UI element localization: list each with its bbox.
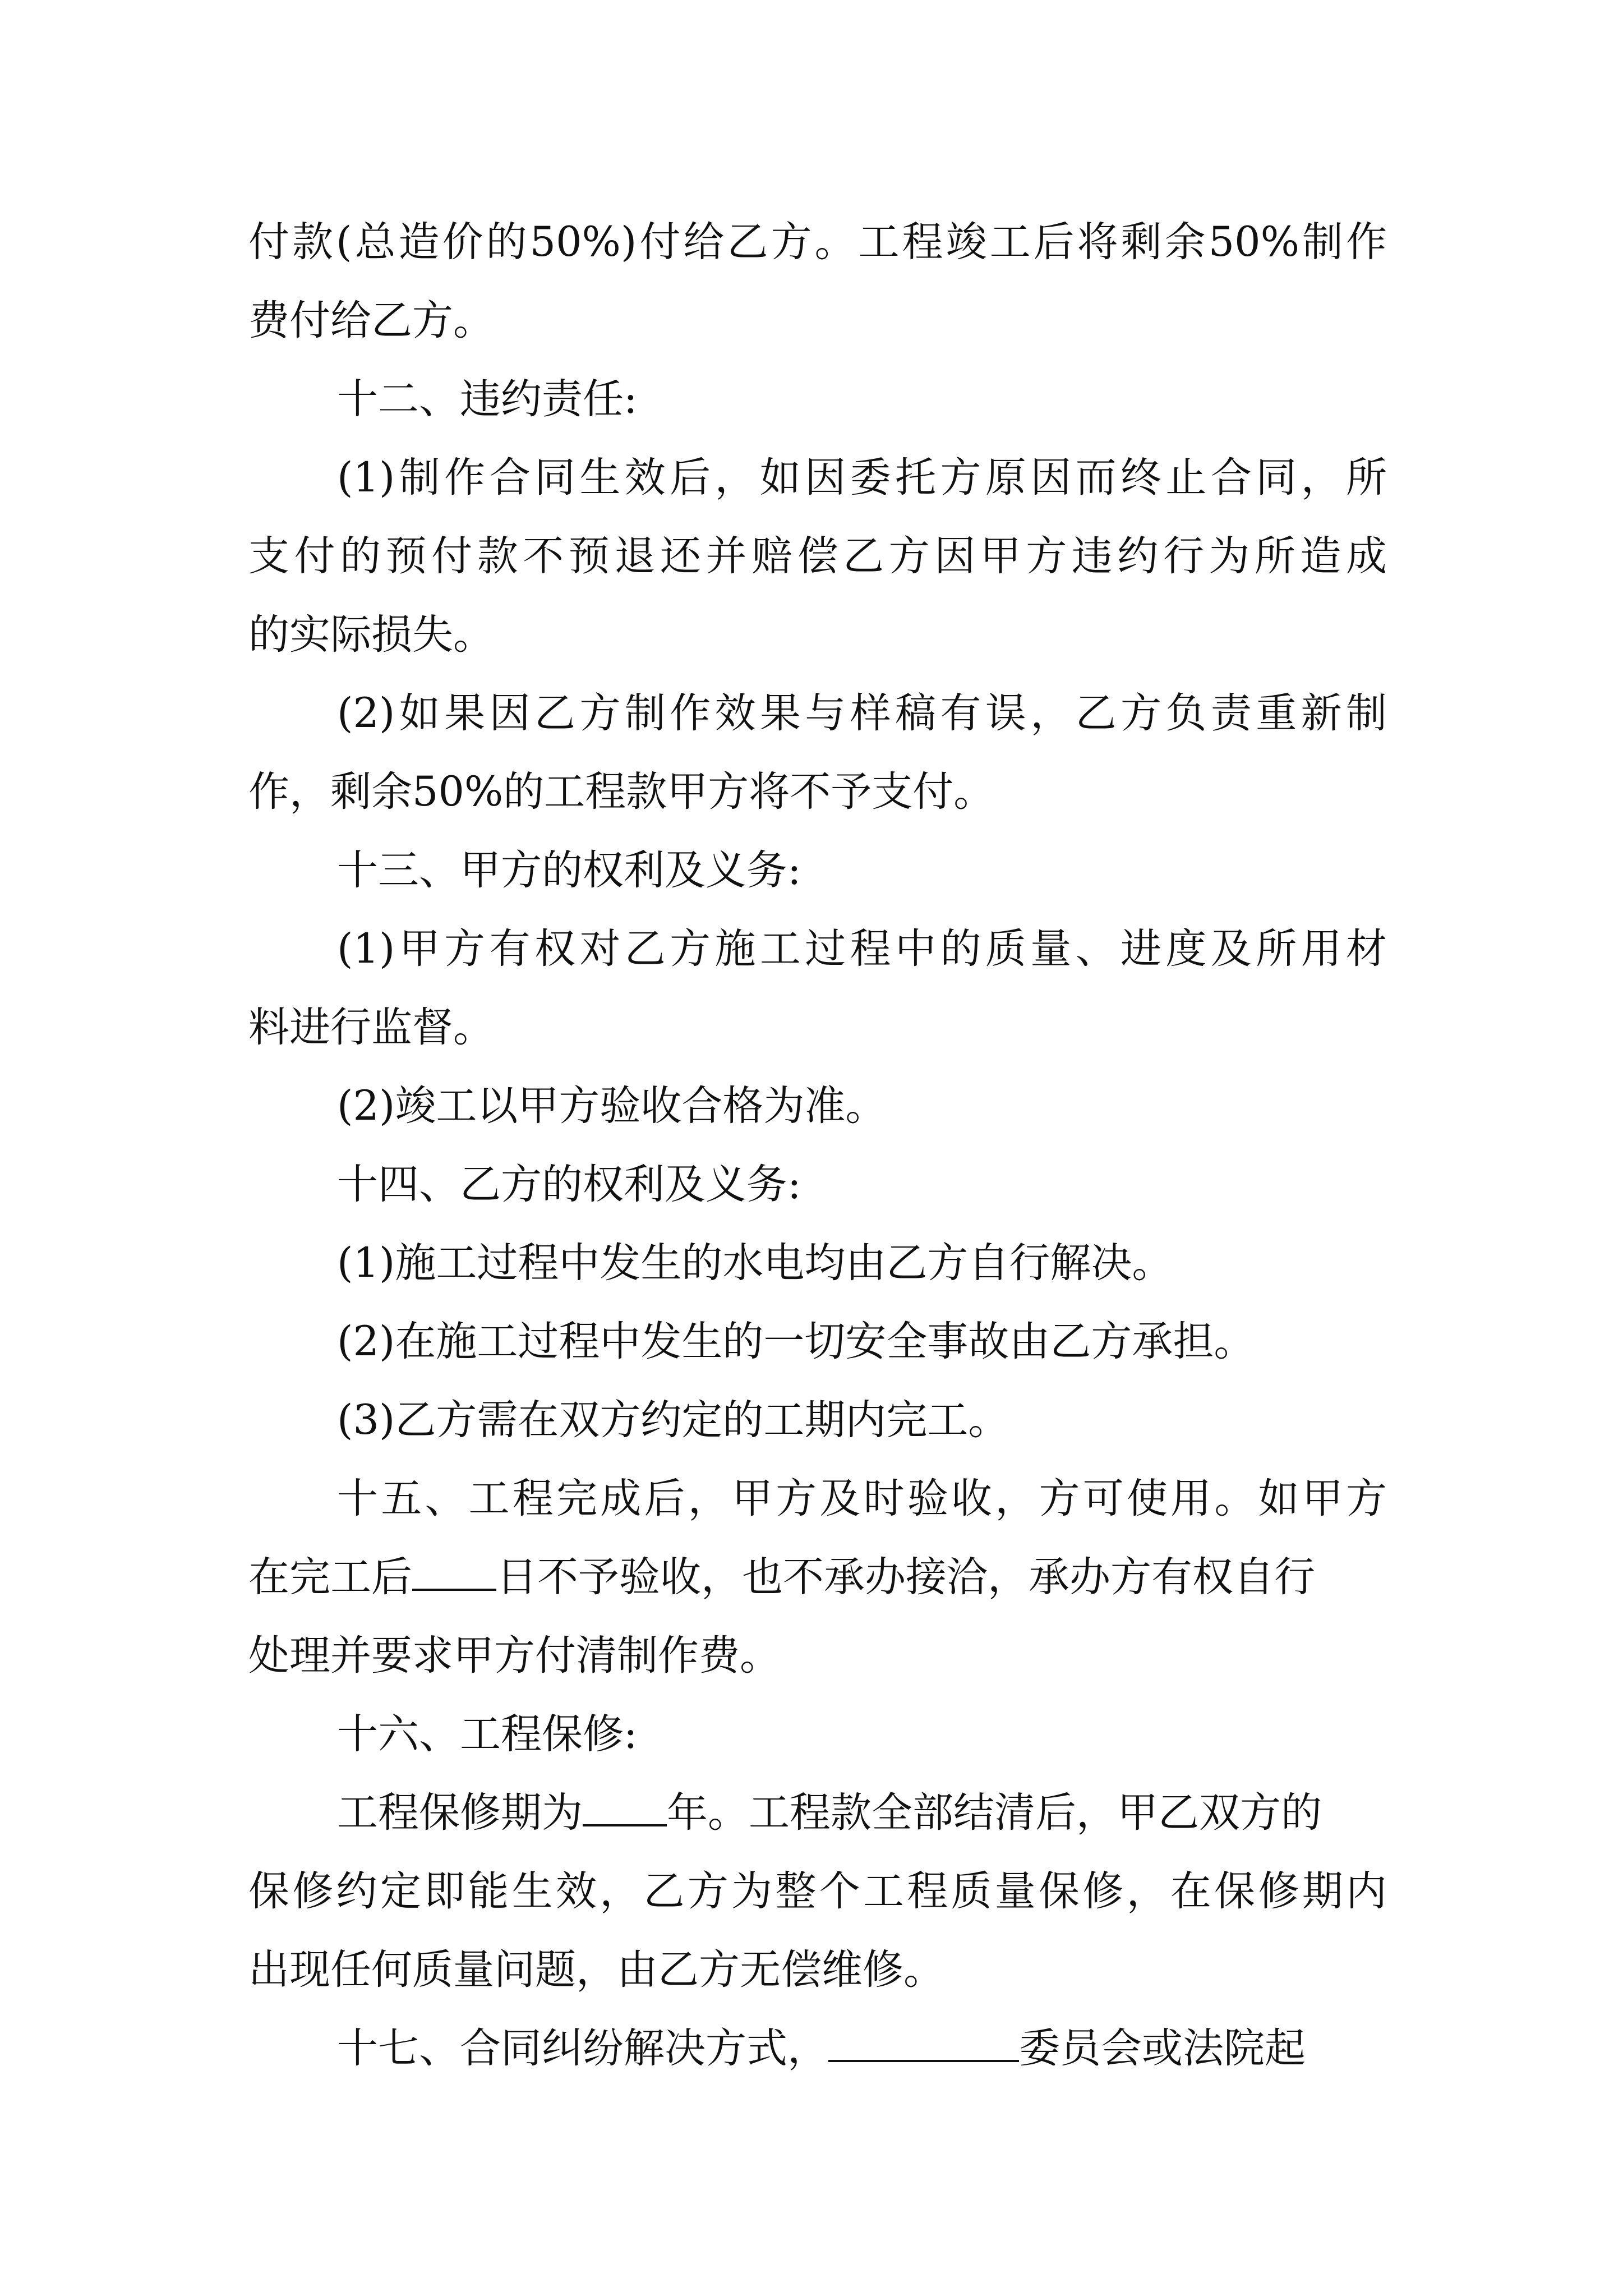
section-heading-16: 十六、工程保修: bbox=[337, 1710, 638, 1758]
paragraph-line: 处理并要求甲方付清制作费。 bbox=[248, 1632, 781, 1680]
fill-in-blank bbox=[412, 1555, 496, 1591]
paragraph-line: (1)制作合同生效后，如因委托方原因而终止合同，所 bbox=[337, 454, 1387, 501]
fill-in-blank bbox=[828, 2026, 1019, 2062]
paragraph-line: (2)在施工过程中发生的一切安全事故由乙方承担。 bbox=[337, 1318, 1255, 1365]
text-segment: 十七、合同纠纷解决方式， bbox=[337, 2024, 828, 2072]
section-heading-12: 十二、违约责任: bbox=[337, 375, 638, 423]
section-heading-14: 十四、乙方的权利及义务: bbox=[337, 1161, 801, 1208]
paragraph-line: 保修约定即能生效，乙方为整个工程质量保修，在保修期内 bbox=[248, 1867, 1387, 1915]
text-segment: 日不予验收，也不承办接洽，承办方有权自行 bbox=[496, 1553, 1315, 1601]
text-segment: 年。工程款全部结清后，甲乙双方的 bbox=[667, 1789, 1322, 1837]
paragraph-line: 作，剩余50%的工程款甲方将不予支付。 bbox=[248, 768, 995, 816]
text-segment: 工程保修期为 bbox=[337, 1789, 583, 1837]
text-segment: 在完工后 bbox=[248, 1553, 412, 1601]
text-segment: 委员会或法院起 bbox=[1019, 2024, 1306, 2072]
paragraph-line: (2)如果因乙方制作效果与样稿有误，乙方负责重新制 bbox=[337, 689, 1387, 737]
paragraph-line: (1)甲方有权对乙方施工过程中的质量、进度及所用材 bbox=[337, 925, 1387, 973]
paragraph-line-with-blank bbox=[337, 1774, 1387, 1852]
paragraph-line: 的实际损失。 bbox=[248, 611, 494, 659]
paragraph-line: 费付给乙方。 bbox=[248, 297, 494, 344]
fill-in-blank bbox=[583, 1791, 667, 1826]
paragraph-line: 料进行监督。 bbox=[248, 1004, 494, 1051]
paragraph-line: (2)竣工以甲方验收合格为准。 bbox=[337, 1082, 887, 1130]
paragraph-line: 支付的预付款不预退还并赔偿乙方因甲方违约行为所造成 bbox=[248, 532, 1387, 580]
section-heading-15: 十五、工程完成后，甲方及时验收，方可使用。如甲方 bbox=[337, 1475, 1387, 1522]
paragraph-line: (3)乙方需在双方约定的工期内完工。 bbox=[337, 1396, 1009, 1444]
paragraph-line: (1)施工过程中发生的水电均由乙方自行解决。 bbox=[337, 1239, 1173, 1287]
paragraph-line: 出现任何质量问题，由乙方无偿维修。 bbox=[248, 1946, 944, 1994]
paragraph-line-with-blank bbox=[248, 1538, 1387, 1617]
section-heading-13: 十三、甲方的权利及义务: bbox=[337, 846, 801, 894]
section-heading-17 bbox=[337, 2009, 1387, 2088]
paragraph-line: 付款(总造价的50%)付给乙方。工程竣工后将剩余50%制作 bbox=[248, 218, 1387, 266]
